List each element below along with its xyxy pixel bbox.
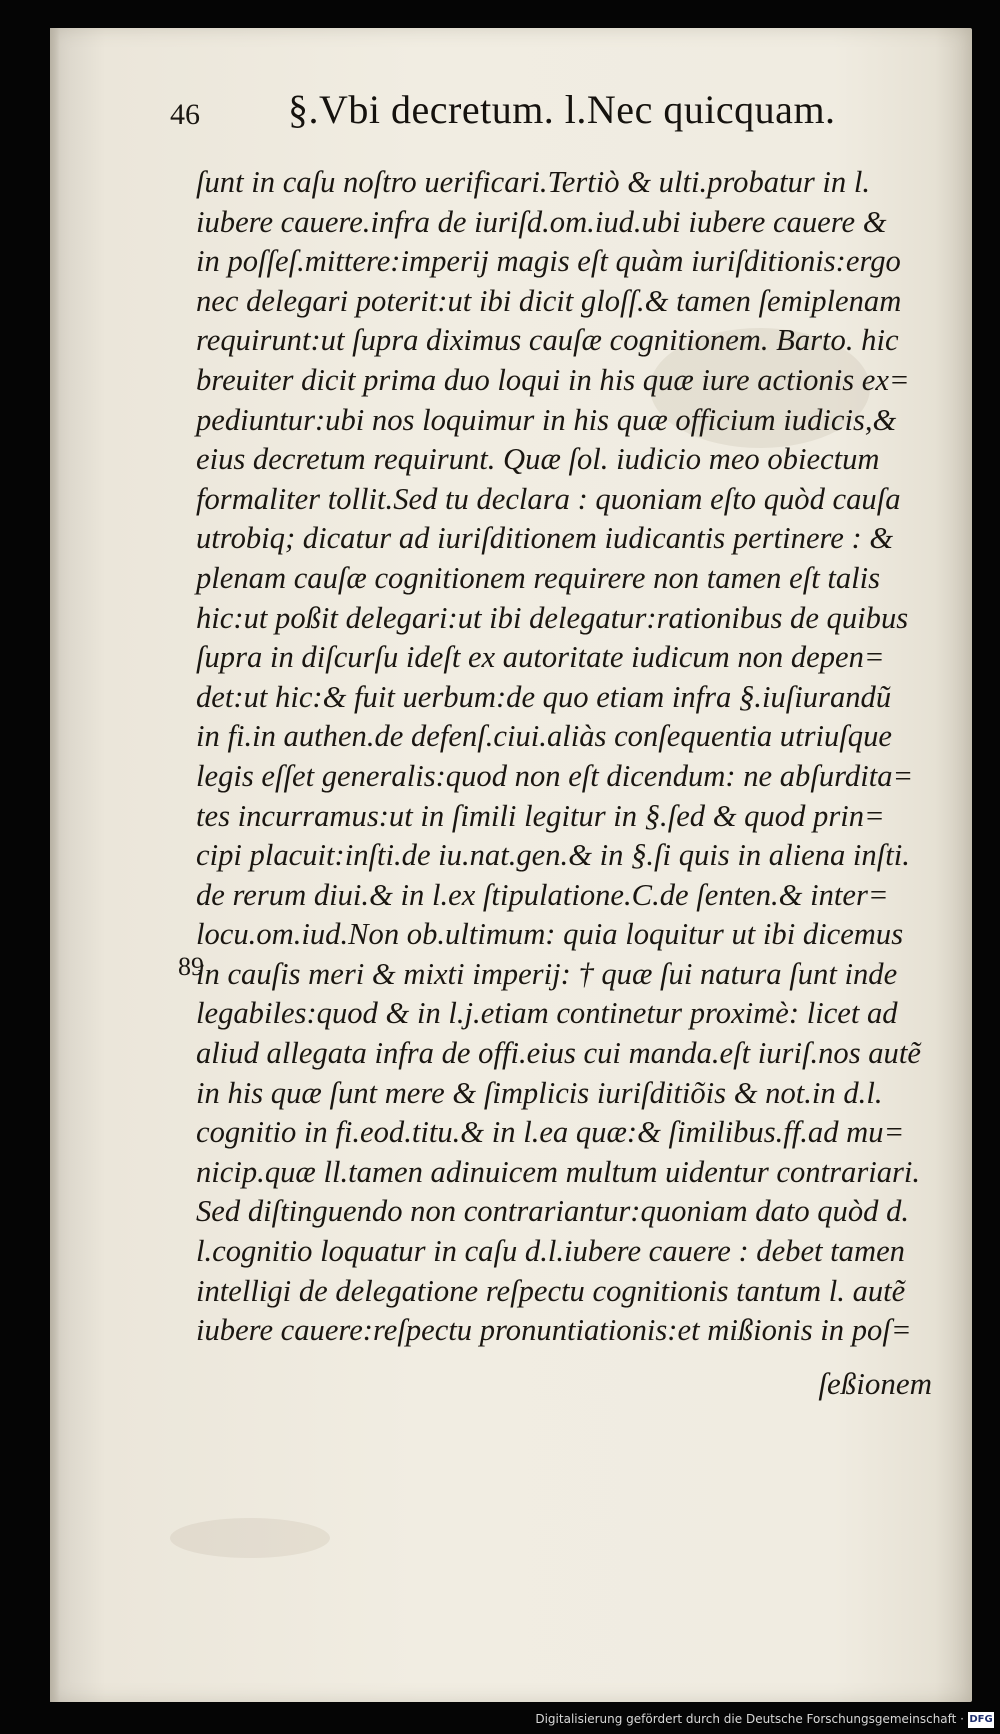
text-line: plenam cauſæ cognitionem requirere non tamen eſt talis	[196, 559, 881, 595]
footer-bar	[0, 1708, 1000, 1734]
text-line: iubere cauere.infra de iuriſd.om.iud.ubi iubere cauere &	[196, 203, 887, 239]
text-line: iubere cauere:reſpectu pronuntiationis:et mißionis in poſ=	[196, 1312, 912, 1348]
text-line: pediuntur:ubi nos loquimur in his quæ officium iudicis,&	[196, 401, 897, 437]
text-line: l.cognitio loquatur in caſu d.l.iubere cauere : debet tamen	[196, 1233, 905, 1269]
body-text	[196, 162, 966, 1350]
page-number: 46	[170, 98, 200, 131]
running-title: §.Vbi decretum. l.Nec quicquam.	[288, 87, 836, 132]
text-line: det:ut hic:& fuit uerbum:de quo etiam infra §.iuſiurandũ	[196, 678, 892, 714]
text-line: de rerum diui.& in l.ex ſtipulatione.C.de ſenten.& inter=	[196, 876, 889, 912]
text-line: nicip.quæ ll.tamen adinuicem multum uidentur contrariari.	[196, 1153, 921, 1189]
text-line: utrobiq; dicatur ad iuriſditionem iudicantis pertinere : &	[196, 520, 894, 556]
text-line: ſupra in diſcurſu ideſt ex autoritate iudicum non depen=	[196, 639, 885, 675]
page-gutter-shadow	[50, 28, 60, 1702]
text-line: cognitio in fi.eod.titu.& in l.ea quæ:& ſimilibus.ff.ad mu=	[196, 1114, 905, 1150]
text-line: eius decretum requirunt. Quæ ſol. iudicio meo obiectum	[196, 441, 880, 477]
catchword: ſeßionem	[818, 1366, 932, 1401]
text-line: legabiles:quod & in l.j.etiam continetur proximè: licet ad	[196, 995, 898, 1031]
text-line: locu.om.iud.Non ob.ultimum: quia loquitur ut ibi dicemus	[196, 916, 904, 952]
paper-stain	[170, 1518, 330, 1558]
funding-credit: Digitalisierung gefördert durch die Deutsche Forschungsgemeinschaft ·	[535, 1712, 964, 1726]
text-line: nec delegari poterit:ut ibi dicit gloſſ.& tamen ſemiplenam	[196, 282, 902, 318]
text-line: Sed diſtinguendo non contrariantur:quoniam dato quòd d.	[196, 1193, 910, 1229]
text-line: in fi.in authen.de defenſ.ciui.aliàs conſequentia utriuſque	[196, 718, 892, 754]
text-line: aliud allegata infra de offi.eius cui manda.eſt iuriſ.nos autẽ	[196, 1035, 921, 1071]
marginal-number: 89	[178, 952, 204, 981]
text-line: in his quæ ſunt mere & ſimplicis iuriſditiõis & not.in d.l.	[196, 1074, 883, 1110]
text-line: tes incurramus:ut in ſimili legitur in §.ſed & quod prin=	[196, 797, 885, 833]
text-line: in poſſeſ.mittere:imperij magis eſt quàm iuriſditionis:ergo	[196, 243, 901, 279]
text-line: hic:ut poßit delegari:ut ibi delegatur:rationibus de quibus	[196, 599, 909, 635]
text-line: legis eſſet generalis:quod non eſt dicendum: ne abſurdita=	[196, 757, 914, 793]
text-line: requirunt:ut ſupra diximus cauſæ cognitionem. Barto. hic	[196, 322, 899, 358]
text-line: in cauſis meri & mixti imperij: † quæ ſui natura ſunt inde	[196, 955, 898, 991]
text-line: breuiter dicit prima duo loqui in his quæ iure actionis ex=	[196, 361, 910, 397]
dfg-logo: DFG	[968, 1712, 994, 1728]
book-page	[50, 28, 972, 1702]
text-line: intelligi de delegatione reſpectu cognitionis tantum l. autẽ	[196, 1272, 906, 1308]
text-line: formaliter tollit.Sed tu declara : quoniam eſto quòd cauſa	[196, 480, 901, 516]
text-line: ſunt in caſu noſtro uerificari.Tertiò & ulti.probatur in l.	[196, 164, 871, 199]
text-line: cipi placuit:inſti.de iu.nat.gen.& in §.ſi quis in aliena inſti.	[196, 837, 910, 873]
